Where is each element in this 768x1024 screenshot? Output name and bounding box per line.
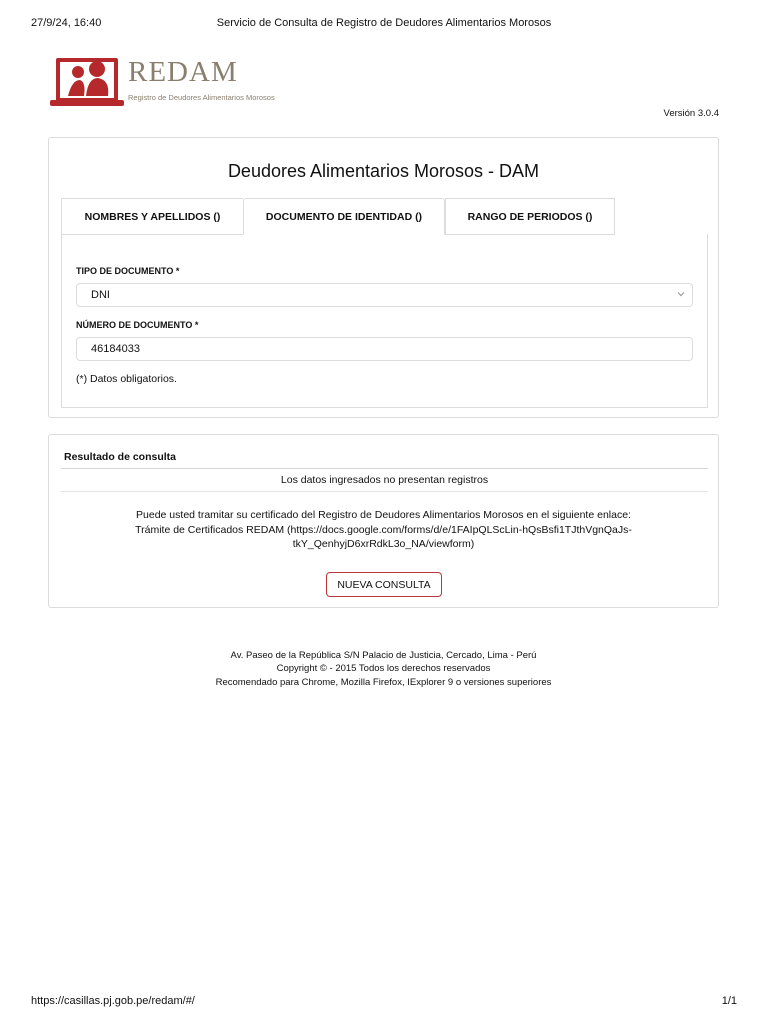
print-page-number: 1/1 [721,995,737,1007]
numero-documento-input[interactable] [76,337,693,361]
tipo-documento-label: TIPO DE DOCUMENTO * [76,266,180,276]
tipo-documento-value: DNI [91,289,110,301]
footer-address: Av. Paseo de la República S/N Palacio de Justicia, Cercado, Lima - Perú [230,650,537,661]
certificate-link[interactable]: Trámite de Certificados REDAM (https://docs.google.com/forms/d/e/1FAIpQLScLin-hQsBsfi1TJthVgnQaJs- [135,523,632,536]
redam-logo-mark-icon [50,56,124,110]
numero-documento-value: 46184033 [91,343,140,355]
version-label: Versión 3.0.4 [663,108,719,119]
certificate-info [100,508,667,552]
tipo-documento-select[interactable] [76,283,693,307]
certificate-info-line: Puede usted tramitar su certificado del Registro de Deudores Alimentarios Morosos en el siguiente enlace: [136,509,631,521]
tab-nombres-apellidos[interactable]: NOMBRES Y APELLIDOS () [61,198,243,235]
redam-logo[interactable] [50,56,284,110]
footer-copyright: Copyright © - 2015 Todos los derechos reservados [276,663,491,674]
logo-subtitle: Registro de Deudores Alimentarios Morosos [128,93,275,102]
logo-wordmark: REDAM [128,56,238,88]
chevron-down-icon [676,289,686,299]
print-datetime: 27/9/24, 16:40 [31,17,102,29]
result-message: Los datos ingresados no presentan registros [280,474,489,486]
numero-documento-label: NÚMERO DE DOCUMENTO * [76,320,199,330]
result-title: Resultado de consulta [64,451,177,463]
certificate-link-cont[interactable]: tkY_QenhyjD6xrRdkL3o_NA/viewform) [292,538,475,550]
divider [61,491,708,492]
required-note: (*) Datos obligatorios. [76,373,177,385]
footer-browser-note: Recomendado para Chrome, Mozilla Firefox, IExplorer 9 o versiones superiores [215,677,552,688]
tab-documento-identidad[interactable]: DOCUMENTO DE IDENTIDAD () [243,198,445,235]
divider [61,468,708,469]
print-url: https://casillas.pj.gob.pe/redam/#/ [31,995,195,1007]
page-title: Deudores Alimentarios Morosos - DAM [227,161,540,181]
tab-rango-periodos[interactable]: RANGO DE PERIODOS () [445,198,615,235]
nueva-consulta-button[interactable]: NUEVA CONSULTA [326,572,442,597]
print-doc-title: Servicio de Consulta de Registro de Deudores Alimentarios Morosos [216,17,552,29]
